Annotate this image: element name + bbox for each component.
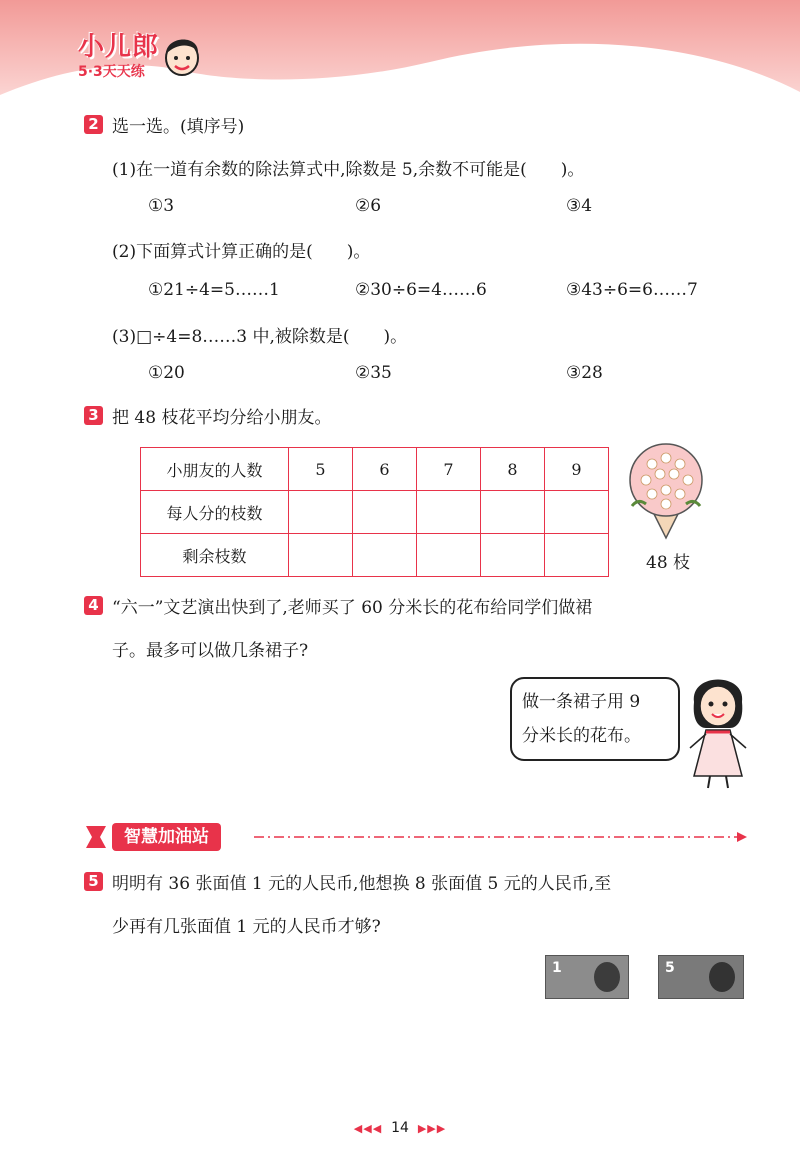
banknote-1-yuan-icon — [545, 955, 629, 999]
flower-bouquet-icon — [622, 440, 710, 540]
table-cell: 5 — [289, 448, 353, 491]
answer-cell[interactable] — [417, 534, 481, 577]
section-title: 智慧加油站 — [112, 823, 221, 851]
q2-item3-option1: ①20 — [148, 363, 185, 383]
q2-item3-option3: ③28 — [566, 363, 603, 383]
q2-item2-stem: (2)下面算式计算正确的是( )。 — [112, 242, 371, 262]
table-cell: 8 — [481, 448, 545, 491]
row-label: 小朋友的人数 — [141, 448, 289, 491]
table-cell: 7 — [417, 448, 481, 491]
table-row — [141, 491, 609, 534]
q2-item1-stem: (1)在一道有余数的除法算式中,除数是 5,余数不可能是( )。 — [112, 160, 585, 180]
question-number-5: 5 — [84, 872, 103, 891]
answer-cell[interactable] — [481, 534, 545, 577]
q2-item1-option3: ③4 — [566, 196, 593, 216]
question-number-2: 2 — [84, 115, 103, 134]
answer-cell[interactable] — [481, 491, 545, 534]
girl-character-icon — [680, 672, 760, 790]
bubble-line1: 做一条裙子用 9 — [522, 692, 641, 712]
question-number-3: 3 — [84, 406, 103, 425]
arrow-right-icon: ▶▶▶ — [417, 1122, 447, 1135]
q2-item3-option2: ②35 — [355, 363, 392, 383]
row-label: 剩余枝数 — [141, 534, 289, 577]
table-row — [141, 534, 609, 577]
banknote-5-yuan-icon — [658, 955, 744, 999]
answer-cell[interactable] — [545, 534, 609, 577]
question-number-4: 4 — [84, 596, 103, 615]
logo-title: 小儿郎 — [78, 32, 160, 62]
q2-item3-stem: (3)□÷4=8……3 中,被除数是( )。 — [112, 327, 408, 347]
table-row — [141, 448, 609, 491]
table-cell: 6 — [353, 448, 417, 491]
page-number-text: 14 — [391, 1120, 409, 1136]
q2-title: 选一选。(填序号) — [112, 117, 245, 137]
speech-bubble — [510, 677, 680, 761]
banknote-value: 5 — [665, 960, 675, 976]
q4-line1: “六一”文艺演出快到了,老师买了 60 分米长的花布给同学们做裙 — [112, 598, 593, 618]
logo-subtitle: 5·3天天练 — [78, 64, 145, 80]
answer-cell[interactable] — [353, 534, 417, 577]
flower-table — [140, 447, 609, 577]
portrait-icon — [594, 962, 620, 992]
q3-title: 把 48 枝花平均分给小朋友。 — [112, 408, 332, 428]
q2-item2-option1: ①21÷4=5……1 — [148, 280, 280, 300]
answer-cell[interactable] — [545, 491, 609, 534]
page-number — [0, 1120, 800, 1136]
q5-line1: 明明有 36 张面值 1 元的人民币,他想换 8 张面值 5 元的人民币,至 — [112, 874, 612, 894]
q2-item1-option2: ②6 — [355, 196, 382, 216]
answer-cell[interactable] — [289, 491, 353, 534]
portrait-icon — [709, 962, 735, 992]
q5-line2: 少再有几张面值 1 元的人民币才够? — [112, 917, 381, 937]
mascot-boy-icon — [160, 30, 204, 80]
q4-line2: 子。最多可以做几条裙子? — [112, 641, 309, 661]
row-label: 每人分的枝数 — [141, 491, 289, 534]
answer-cell[interactable] — [289, 534, 353, 577]
q2-item2-option3: ③43÷6=6……7 — [566, 280, 698, 300]
answer-cell[interactable] — [353, 491, 417, 534]
flower-count-caption: 48 枝 — [646, 553, 691, 573]
q2-item1-option1: ①3 — [148, 196, 175, 216]
arrow-left-icon: ◀◀◀ — [353, 1122, 383, 1135]
bubble-line2: 分米长的花布。 — [522, 726, 641, 746]
brand-logo — [78, 26, 159, 81]
q2-item2-option2: ②30÷6=4……6 — [355, 280, 487, 300]
answer-cell[interactable] — [417, 491, 481, 534]
table-cell: 9 — [545, 448, 609, 491]
banknote-value: 1 — [552, 960, 562, 976]
